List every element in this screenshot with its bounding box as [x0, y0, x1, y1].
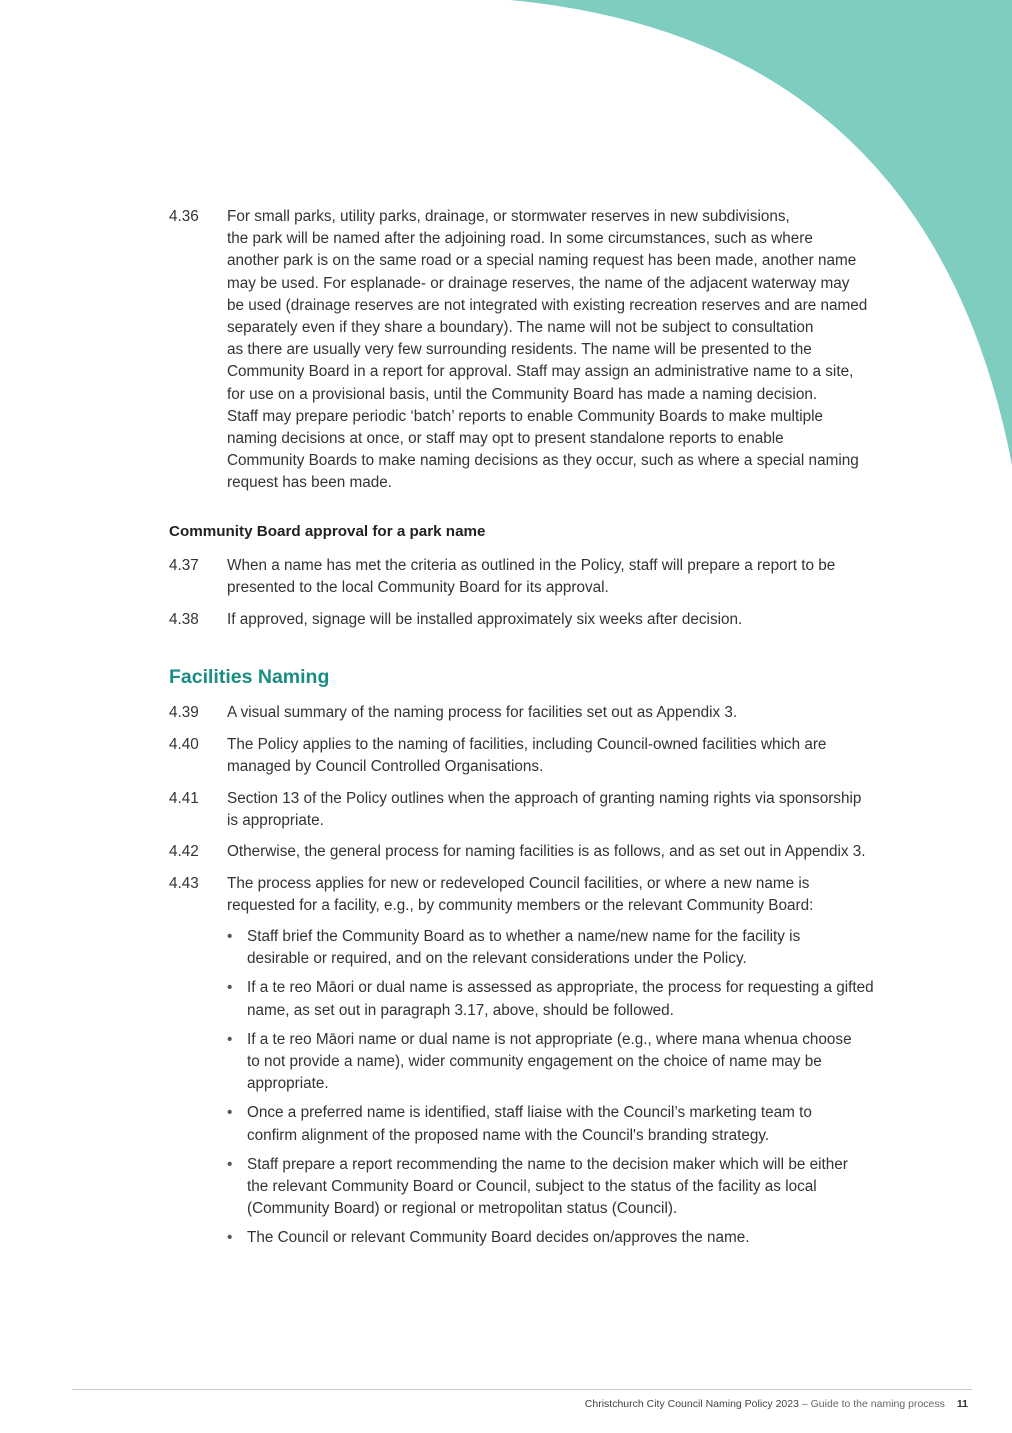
text-line: is appropriate. — [227, 812, 324, 830]
paragraph-text — [227, 206, 897, 495]
text-line: request has been made. — [227, 474, 392, 492]
paragraph-number: 4.40 — [169, 736, 199, 753]
paragraph-number: 4.39 — [169, 704, 199, 721]
text-line: naming decisions at once, or staff may opt to present standalone reports to enable — [227, 430, 784, 448]
page-number: 11 — [956, 1398, 968, 1410]
text-line: Once a preferred name is identified, staff liaise with the Council’s marketing team to — [247, 1104, 812, 1122]
text-line: If a te reo Māori or dual name is assessed as appropriate, the process for requesting a gifted — [247, 979, 874, 997]
text-line: The Council or relevant Community Board decides on/approves the name. — [247, 1229, 750, 1247]
bullet-icon: • — [227, 1155, 233, 1173]
text-line: When a name has met the criteria as outlined in the Policy, staff will prepare a report to be — [227, 557, 836, 574]
text-line: as there are usually very few surrounding residents. The name will be presented to the — [227, 341, 812, 359]
bullet-icon: • — [227, 979, 233, 997]
paragraph-text — [227, 788, 897, 832]
paragraph-text — [227, 555, 897, 599]
text-line: the relevant Community Board or Council, subject to the status of the facility as local — [247, 1178, 817, 1196]
paragraph-number: 4.41 — [169, 790, 199, 807]
footer-divider — [72, 1389, 972, 1390]
section-heading-facilities-naming: Facilities Naming — [169, 666, 330, 688]
text-line: For small parks, utility parks, drainage, or stormwater reserves in new subdivisions, — [227, 208, 790, 225]
list-item — [227, 1227, 907, 1249]
paragraph-4-41 — [169, 788, 909, 832]
paragraph-number: 4.43 — [169, 875, 199, 892]
list-item — [227, 977, 907, 1021]
text-line: Community Board in a report for approval. Staff may assign an administrative name to a site, — [227, 363, 854, 381]
text-line: A visual summary of the naming process for facilities set out as Appendix 3. — [227, 704, 738, 721]
paragraph-text — [227, 841, 897, 863]
text-line: for use on a provisional basis, until the Community Board has made a naming decision. — [227, 385, 818, 403]
footer-subtitle: Guide to the naming process — [810, 1398, 945, 1410]
list-item — [227, 926, 907, 970]
text-line: Staff prepare a report recommending the name to the decision maker which will be either — [247, 1155, 848, 1173]
text-line: requested for a facility, e.g., by community members or the relevant Community Board: — [227, 897, 814, 915]
paragraph-4-39 — [169, 702, 909, 724]
bullet-icon: • — [227, 1030, 233, 1048]
text-line: The Policy applies to the naming of facilities, including Council-owned facilities which are — [227, 736, 827, 753]
text-line: another park is on the same road or a special naming request has been made, another name — [227, 252, 857, 270]
facility-process-bullet-list — [227, 926, 907, 1257]
text-line: separately even if they share a boundary). The name will not be subject to consultation — [227, 319, 814, 337]
footer-title: Christchurch City Council Naming Policy 2023 — [584, 1398, 799, 1410]
paragraph-4-38 — [169, 609, 909, 631]
list-item — [227, 1029, 907, 1096]
text-line: Community Boards to make naming decisions as they occur, such as where a special naming — [227, 452, 859, 470]
text-line: If approved, signage will be installed approximately six weeks after decision. — [227, 611, 743, 628]
text-line: (Community Board) or regional or metropolitan status (Council). — [247, 1200, 678, 1218]
paragraph-number: 4.42 — [169, 843, 199, 860]
paragraph-4-37 — [169, 555, 909, 599]
bullet-icon: • — [227, 928, 233, 945]
list-item — [227, 1102, 907, 1146]
paragraph-text — [227, 873, 897, 917]
paragraph-4-36 — [169, 206, 909, 495]
bullet-icon: • — [227, 1229, 233, 1247]
paragraph-number: 4.38 — [169, 611, 199, 628]
text-line: Staff brief the Community Board as to whether a name/new name for the facility is — [247, 928, 801, 945]
paragraph-number: 4.37 — [169, 557, 199, 574]
subheading-park-approval: Community Board approval for a park name — [169, 523, 486, 540]
text-line: confirm alignment of the proposed name with the Council's branding strategy. — [247, 1126, 770, 1144]
paragraph-4-40 — [169, 734, 909, 778]
text-line: be used (drainage reserves are not integrated with existing recreation reserves and are named — [227, 296, 868, 314]
paragraph-4-43 — [169, 873, 909, 917]
text-line: Otherwise, the general process for naming facilities is as follows, and as set out in Appendix 3. — [227, 843, 866, 860]
paragraph-4-42 — [169, 841, 909, 863]
text-line: may be used. For esplanade- or drainage reserves, the name of the adjacent waterway may — [227, 274, 850, 292]
text-line: The process applies for new or redeveloped Council facilities, or where a new name is — [227, 875, 810, 892]
text-line: the park will be named after the adjoining road. In some circumstances, such as where — [227, 230, 813, 248]
text-line: presented to the local Community Board for its approval. — [227, 579, 609, 597]
text-line: Section 13 of the Policy outlines when the approach of granting naming rights via sponsorship — [227, 790, 862, 807]
text-line: managed by Council Controlled Organisations. — [227, 758, 544, 776]
page-footer — [585, 1398, 968, 1410]
text-line: name, as set out in paragraph 3.17, above, should be followed. — [247, 1001, 674, 1019]
text-line: desirable or required, and on the relevant considerations under the Policy. — [247, 950, 747, 968]
text-line: If a te reo Māori name or dual name is not appropriate (e.g., where mana whenua choose — [247, 1030, 852, 1048]
bullet-icon: • — [227, 1104, 233, 1122]
list-item — [227, 1154, 907, 1221]
paragraph-text — [227, 734, 897, 778]
text-line: to not provide a name), wider community engagement on the choice of name may be — [247, 1053, 822, 1071]
paragraph-text — [227, 702, 897, 724]
footer-separator: – — [798, 1398, 811, 1410]
paragraph-number: 4.36 — [169, 208, 199, 225]
paragraph-text — [227, 609, 897, 631]
text-line: Staff may prepare periodic ‘batch’ reports to enable Community Boards to make multiple — [227, 407, 824, 425]
text-line: appropriate. — [247, 1075, 329, 1093]
